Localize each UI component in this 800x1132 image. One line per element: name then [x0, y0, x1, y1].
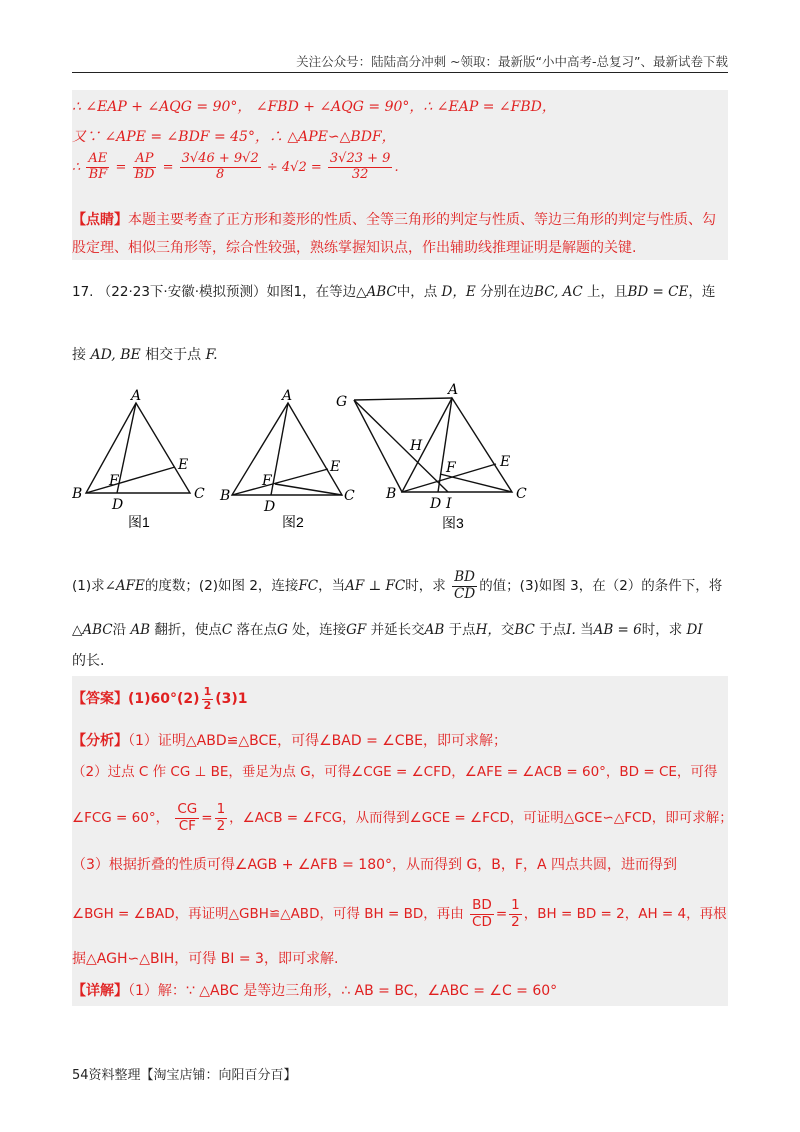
text: 并延长交 — [370, 622, 425, 638]
math-bd-ce: BD = CE — [627, 284, 689, 300]
text: ，∠ACB = ∠FCG，从而得到∠GCE = ∠FCD，可证明△GCE∽△FCD，即可求解； — [229, 810, 733, 827]
question-line-1 — [72, 570, 722, 602]
text: 上，且 — [587, 284, 628, 300]
text: 时，求 — [405, 578, 446, 595]
detail-line — [72, 980, 557, 1000]
math-tri: △ABC — [72, 622, 113, 638]
text: = — [495, 906, 508, 923]
frac-value-2 — [328, 152, 393, 183]
text: 分别在边 — [480, 284, 535, 300]
answer-part-1: (1)60° — [128, 691, 178, 708]
math-ab-6: AB = 6 — [593, 622, 642, 638]
fig1-segment-be — [86, 467, 175, 493]
frac-den: 2 — [203, 698, 212, 712]
answer-line — [72, 686, 248, 712]
text: ，当 — [318, 578, 346, 595]
text: ∠FCG = 60°， — [72, 810, 170, 827]
math-sides: BC, AC — [534, 284, 583, 300]
frac-half-2 — [509, 898, 522, 930]
prev-line-1: ∴ ∠EAP + ∠AQG = 90°， ∠FBD + ∠AQG = 90°，∴ ∠EAP = ∠FBD， — [72, 99, 556, 115]
frac-num: AE — [88, 151, 108, 166]
frac-ap-bd — [132, 152, 156, 183]
detail-text: （1）解：∵ △ABC 是等边三角形，∴ AB = BC，∠ABC = ∠C = 60° — [128, 983, 558, 999]
text: 处，连接 — [292, 622, 347, 638]
figure-1 — [72, 385, 222, 535]
prev-comment — [72, 206, 728, 262]
answer-part-2-prefix: (2) — [177, 691, 200, 708]
frac-den: BF — [88, 166, 108, 182]
problem-number: 17. — [72, 284, 94, 300]
fig3-segment-gb — [354, 400, 402, 492]
question-line-3: 的长. — [72, 653, 105, 669]
frac-bd-cd — [452, 570, 477, 602]
math-h: H， — [475, 622, 501, 638]
math-segments: AD, BE — [90, 347, 141, 363]
fig1-label-e: E — [178, 457, 189, 473]
fig2-triangle — [232, 403, 342, 495]
frac-num: CG — [177, 801, 198, 817]
math-point-f: F. — [205, 347, 218, 363]
fig2-label-b: B — [220, 488, 231, 504]
frac-den: 8 — [216, 166, 225, 182]
frac-den: 2 — [511, 913, 520, 930]
text: 接 — [72, 347, 86, 363]
fig3-label-b: B — [386, 486, 397, 502]
text: 沿 — [112, 622, 127, 638]
fig3-label-h: H — [410, 438, 423, 454]
fig3-segment-gi — [354, 400, 448, 492]
fig1-label-a: A — [131, 388, 142, 404]
text: 于点 — [448, 622, 476, 638]
fig3-label-d: D — [430, 496, 442, 512]
frac-half — [215, 802, 228, 834]
frac-den: CD — [472, 913, 492, 930]
fig2-segment-be — [232, 469, 328, 495]
page-footer — [72, 1064, 297, 1083]
analysis-line-2: （2）过点 C 作 CG ⊥ BE，垂足为点 G，可得∠CGE = ∠CFD，∠AFE = ∠ACB = 60°，BD = CE，可得 — [72, 764, 718, 780]
math-ab: AB — [424, 622, 445, 638]
fig2-label-a: A — [282, 388, 293, 404]
header-rule — [72, 72, 728, 73]
frac-cg-cf — [175, 802, 199, 834]
analysis-text-1: （1）证明△ABD≌△BCE，可得∠BAD = ∠CBE，即可求解； — [128, 733, 508, 749]
text: 中，点 — [396, 284, 438, 300]
fig1-label-d: D — [112, 497, 124, 513]
math-points-de: D，E — [441, 284, 476, 300]
frac-num: 1 — [511, 897, 520, 913]
text: ，BH = BD = 2，AH = 4，再根 — [523, 906, 727, 923]
fig3-caption: 图3 — [442, 515, 464, 531]
footer-text: 资料整理【淘宝店铺：向阳百分百】 — [88, 1068, 297, 1083]
fig1-label-c: C — [194, 486, 205, 502]
problem-source: （22·23下·安徽·模拟预测）如图1，在等边 — [97, 284, 357, 300]
math-fc: FC — [298, 578, 319, 595]
problem-line-1 — [72, 280, 715, 300]
question-line-2 — [72, 618, 703, 638]
math-i: I. — [566, 622, 576, 638]
answer-label: 【答案】 — [72, 691, 128, 708]
frac-den: CF — [178, 817, 196, 834]
analysis-line-4: （3）根据折叠的性质可得∠AGB + ∠AFB = 180°，从而得到 G，B，F，A 四点共圆，进而得到 — [72, 857, 677, 873]
math-di: DI — [686, 622, 703, 638]
analysis-line-3 — [72, 802, 733, 834]
comment-label: 【点睛】 — [72, 212, 128, 228]
fig1-triangle — [86, 403, 190, 493]
text: ，连 — [688, 284, 716, 300]
frac-num: AP — [135, 151, 154, 166]
text: 的值；(3)如图 3，在（2）的条件下，将 — [479, 578, 723, 595]
fig3-label-e: E — [500, 454, 511, 470]
analysis-line-6: 据△AGH∽△BIH，可得 BI = 3，即可求解. — [72, 951, 339, 967]
fig2-label-c: C — [344, 488, 355, 504]
math-ab: AB — [130, 622, 151, 638]
analysis-line-5 — [72, 898, 727, 930]
prev-line-3: ∴ $\frac{AE}{BF}$ = $\frac{AP}{BD}$ = $\frac{3√46 + 9√2}{8}$ ÷ 4√2 = $\frac{3√23 + 9}{32}$ . — [72, 151, 399, 182]
math-tri-abc: △ABC — [356, 284, 397, 300]
text: 于点 — [539, 622, 567, 638]
text: (1)求 — [72, 578, 105, 595]
problem-line-2 — [72, 344, 218, 364]
math-gf: GF — [346, 622, 367, 638]
fig3-label-a: A — [448, 382, 459, 398]
frac-num: BD — [472, 897, 492, 913]
fig2-caption: 图2 — [282, 514, 304, 530]
fig2-label-f: F — [262, 473, 272, 489]
fig3-label-i: I — [446, 496, 452, 512]
frac-value-1 — [180, 152, 261, 183]
fig3-label-g: G — [336, 394, 348, 410]
fig1-label-f: F — [109, 473, 119, 489]
fig3-segment-ga — [354, 398, 452, 400]
frac-num: 3√46 + 9√2 — [181, 151, 259, 166]
frac-den: 2 — [216, 817, 226, 834]
fig1-label-b: B — [72, 486, 83, 502]
text: 翻折，使点 — [154, 622, 222, 638]
fig3-label-c: C — [516, 486, 527, 502]
text: 时，求 — [641, 622, 683, 638]
fig2-label-d: D — [264, 499, 276, 515]
math-c: C — [221, 622, 233, 638]
frac-bd-cd-2 — [470, 898, 494, 930]
analysis-label: 【分析】 — [72, 733, 128, 749]
prev-line-3-prefix: ∴ — [72, 159, 81, 175]
answer-part-2-frac — [202, 686, 214, 712]
text: 交 — [500, 622, 515, 638]
comment-text: 本题主要考查了正方形和菱形的性质、全等三角形的判定与性质、等边三角形的判定与性质、勾股定理、相似三角形等，综合性较强，熟练掌握知识点，作出辅助线推理证明是解题的关键. — [72, 212, 716, 256]
detail-label: 【详解】 — [72, 983, 128, 999]
text: 相交于点 — [145, 347, 202, 363]
figure-3 — [330, 380, 540, 535]
frac-num: 1 — [216, 801, 226, 817]
math-af-perp-fc: AF ⊥ FC — [345, 578, 406, 595]
prev-line-3-mid: ÷ 4√2 = — [266, 159, 322, 175]
fig2-label-e: E — [330, 459, 341, 475]
analysis-line-1 — [72, 730, 507, 750]
text: = — [201, 810, 213, 827]
fig3-label-f: F — [446, 460, 456, 476]
frac-ae-bf — [86, 152, 109, 183]
answer-part-3: (3)1 — [215, 691, 248, 708]
math-angle-afe: ∠AFE — [104, 578, 145, 595]
prev-line-2: 又∵ ∠APE = ∠BDF = 45°，∴ △APE∽△BDF， — [72, 129, 396, 145]
math-g: G — [277, 622, 288, 638]
fig1-caption: 图1 — [128, 514, 150, 530]
text: 的度数；(2)如图 2，连接 — [144, 578, 299, 595]
frac-den: CD — [454, 585, 476, 602]
frac-den: 32 — [351, 166, 369, 182]
text: 落在点 — [236, 622, 278, 638]
frac-num: 3√23 + 9 — [329, 151, 391, 166]
frac-num: 1 — [203, 685, 212, 698]
frac-den: BD — [134, 166, 155, 182]
text: ∠BGH = ∠BAD，再证明△GBH≌△ABD，可得 BH = BD，再由 — [72, 906, 464, 923]
math-bc: BC — [514, 622, 535, 638]
fig3-segment-fc — [440, 474, 512, 492]
frac-num: BD — [454, 569, 475, 585]
header-text: 关注公众号：陆陆高分冲刺 ~领取：最新版“小中高考-总复习”、最新试卷下载 — [296, 54, 728, 69]
page-number: 54 — [72, 1068, 89, 1083]
text: 当 — [580, 622, 594, 638]
